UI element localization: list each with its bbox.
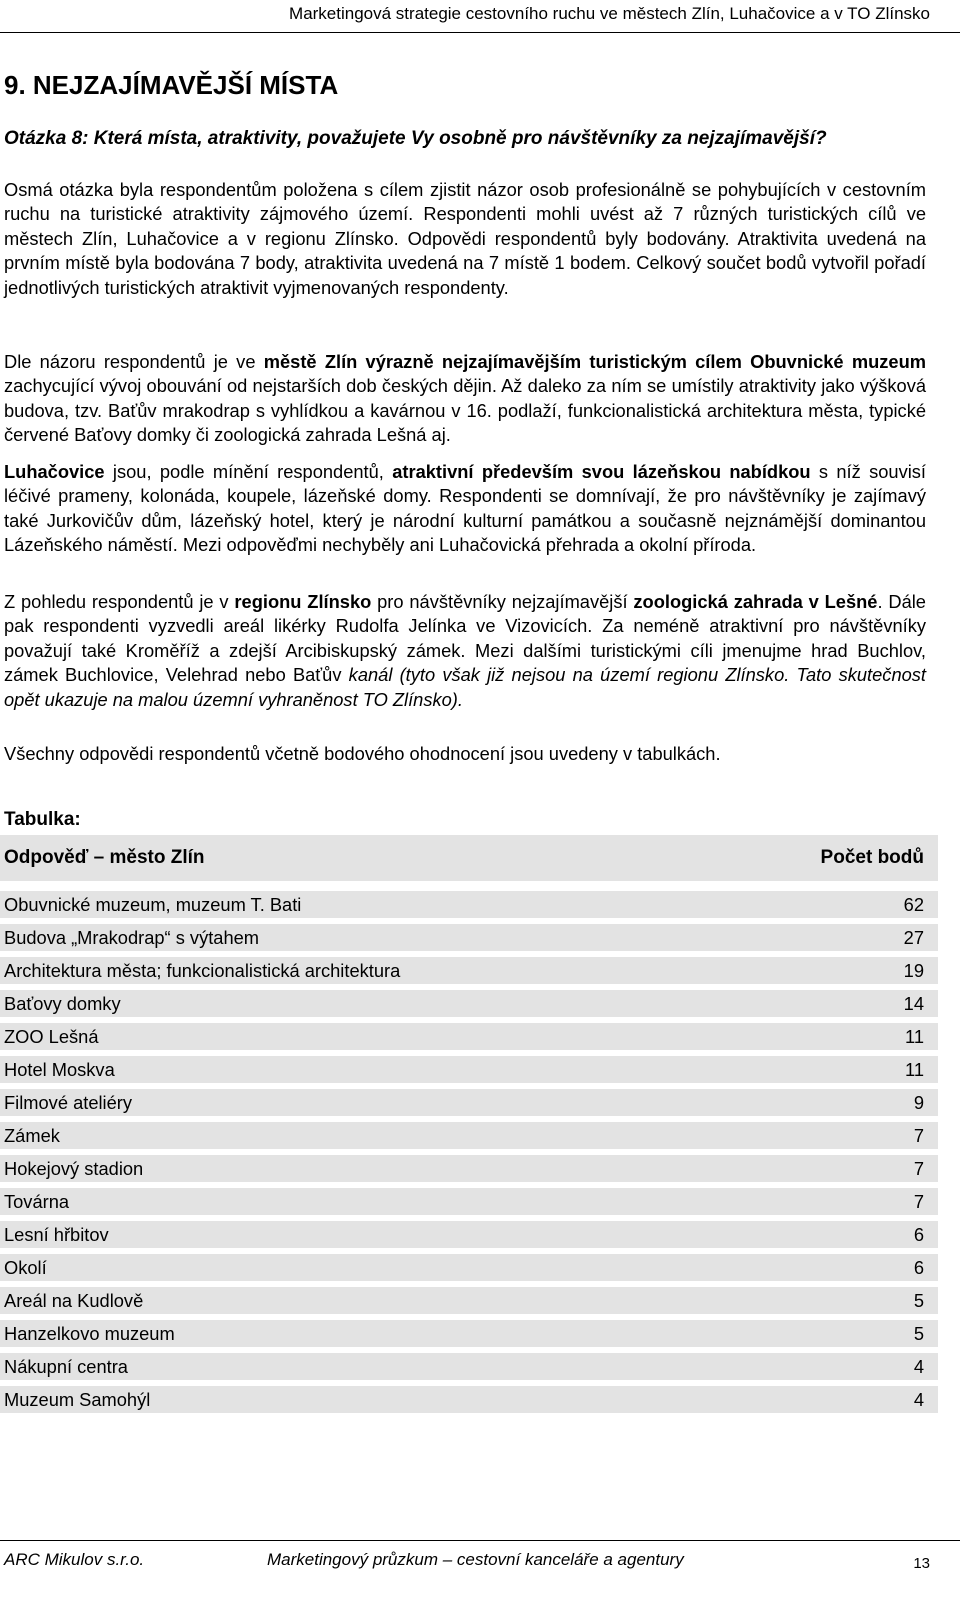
answer-cell: ZOO Lešná xyxy=(0,1020,721,1053)
points-cell: 4 xyxy=(721,1383,938,1416)
table-row xyxy=(0,886,938,921)
answer-cell: Zámek xyxy=(0,1119,721,1152)
paragraph-zlin-text-2: zachycující vývoj obouvání od nejstarších dob českých dějin. Až daleko za ním se umístily atraktivity jako výšková budova, tzv. Baťův mrakodrap s vyhlídkou a kavárnou v 16. podlaží, funkcionalistická architektura města, typické červené Baťovy domky či zoologická zahrada Lešná aj. xyxy=(4,375,926,446)
footer-divider xyxy=(0,1540,960,1541)
table-row xyxy=(0,1251,938,1284)
table-row xyxy=(0,1152,938,1185)
answers-table xyxy=(0,835,938,1419)
paragraph-zlin-text-1: Dle názoru respondentů je ve xyxy=(4,351,264,372)
points-cell: 5 xyxy=(721,1284,938,1317)
answer-cell: Továrna xyxy=(0,1185,721,1218)
paragraph-luhacovice-highlight: atraktivní především svou lázeňskou nabídkou xyxy=(392,461,811,482)
section-heading: 9. NEJZAJÍMAVĚJŠÍ MÍSTA xyxy=(4,70,339,100)
table-row xyxy=(0,1218,938,1251)
points-cell: 5 xyxy=(721,1317,938,1350)
answer-cell: Architektura města; funkcionalistická architektura xyxy=(0,954,721,987)
paragraph-region-highlight: zoologická zahrada v Lešné xyxy=(633,591,878,612)
paragraph-region-text-1: Z pohledu respondentů je v xyxy=(4,591,235,612)
header-divider xyxy=(0,32,960,33)
answer-cell: Budova „Mrakodrap“ s výtahem xyxy=(0,921,721,954)
answer-cell: Hotel Moskva xyxy=(0,1053,721,1086)
paragraph-zlin xyxy=(4,350,926,448)
table-header-row xyxy=(0,835,938,886)
points-cell: 62 xyxy=(721,886,938,921)
column-header-points: Počet bodů xyxy=(721,835,938,886)
table-row xyxy=(0,1020,938,1053)
footer-company: ARC Mikulov s.r.o. xyxy=(4,1550,145,1569)
answer-cell: Obuvnické muzeum, muzeum T. Bati xyxy=(0,886,721,921)
points-cell: 7 xyxy=(721,1119,938,1152)
footer-document-title: Marketingový průzkum – cestovní kanceláře a agentury xyxy=(267,1550,684,1569)
points-cell: 14 xyxy=(721,987,938,1020)
points-cell: 27 xyxy=(721,921,938,954)
table-row xyxy=(0,1086,938,1119)
page-number: 13 xyxy=(913,1555,930,1572)
paragraph-zlin-highlight: městě Zlín výrazně nejzajímavějším turistickým cílem Obuvnické muzeum xyxy=(263,351,926,372)
paragraph-region-text-2: pro návštěvníky nejzajímavější xyxy=(371,591,634,612)
survey-question: Otázka 8: Která místa, atraktivity, považujete Vy osobně pro návštěvníky za nejzajímavější? xyxy=(4,128,827,149)
table-row xyxy=(0,1350,938,1383)
points-cell: 7 xyxy=(721,1185,938,1218)
points-cell: 7 xyxy=(721,1152,938,1185)
answer-cell: Baťovy domky xyxy=(0,987,721,1020)
table-label: Tabulka: xyxy=(4,809,81,830)
paragraph-region-name: regionu Zlínsko xyxy=(234,591,372,612)
paragraph-intro: Osmá otázka byla respondentům položena s cílem zjistit názor osob profesionálně se pohybujících v cestovním ruchu na turistické atraktivity zájmového území. Respondenti mohli uvést až 7 různých turistických cílů ve městech Zlín, Luhačovice a v regionu Zlínsko. Odpovědi respondentů byly bodovány. Atraktivita uvedená na prvním místě byla bodována 7 body, atraktivita uvedená na 7 místě 1 bodem. Celkový součet bodů vytvořil pořadí jednotlivých turistických atraktivit vyjmenovaných respondenty. xyxy=(4,179,926,298)
table-row xyxy=(0,1317,938,1350)
answer-cell: Lesní hřbitov xyxy=(0,1218,721,1251)
points-cell: 11 xyxy=(721,1053,938,1086)
column-header-answer: Odpověď – město Zlín xyxy=(0,835,721,886)
table-row xyxy=(0,1119,938,1152)
points-cell: 11 xyxy=(721,1020,938,1053)
answer-cell: Muzeum Samohýl xyxy=(0,1383,721,1416)
answer-cell: Areál na Kudlově xyxy=(0,1284,721,1317)
paragraph-region xyxy=(4,590,926,712)
answer-cell: Nákupní centra xyxy=(0,1350,721,1383)
paragraph-luhacovice-city: Luhačovice xyxy=(4,461,105,482)
table-row xyxy=(0,987,938,1020)
points-cell: 6 xyxy=(721,1218,938,1251)
points-cell: 4 xyxy=(721,1350,938,1383)
table-row xyxy=(0,1284,938,1317)
table-row xyxy=(0,1185,938,1218)
answer-cell: Hanzelkovo muzeum xyxy=(0,1317,721,1350)
paragraph-luhacovice-text-1: jsou, podle mínění respondentů, xyxy=(104,461,393,482)
paragraph-luhacovice-text-2: s níž souvisí léčivé prameny, kolonáda, koupele, lázeňské domy. Respondenti se domnívají, že pro návštěvníky je zajímavý také Jurkovičův dům, lázeňský hotel, který je národní kulturní památkou a současně nejznámější dominantou Lázeňského náměstí. Mezi odpověďmi nechyběly ani Luhačovická přehrada a okolní příroda. xyxy=(4,461,927,556)
paragraph-region-note: kanál (tyto však již nejsou na území regionu Zlínsko. Tato skutečnost opět ukazuje na malou územní vyhraněnost TO Zlínsko). xyxy=(4,664,926,710)
paragraph-region-text-3: . Dále pak respondenti vyzvedli areál likérky Rudolfa Jelínka ve Vizovicích. Za neméně atraktivní pro návštěvníky považují také Kroměříž a zdejší Arcibiskupský zámek. Mezi dalšími turistickými cíli jmenujme hrad Buchlov, zámek Buchlovice, Velehrad nebo Baťův xyxy=(4,591,926,686)
answer-cell: Filmové ateliéry xyxy=(0,1086,721,1119)
points-cell: 19 xyxy=(721,954,938,987)
table-row xyxy=(0,921,938,954)
table-row xyxy=(0,954,938,987)
answer-cell: Hokejový stadion xyxy=(0,1152,721,1185)
paragraph-luhacovice xyxy=(4,460,926,558)
points-cell: 9 xyxy=(721,1086,938,1119)
points-cell: 6 xyxy=(721,1251,938,1284)
answer-cell: Okolí xyxy=(0,1251,721,1284)
table-row xyxy=(0,1053,938,1086)
table-row xyxy=(0,1383,938,1416)
paragraph-summary: Všechny odpovědi respondentů včetně bodového ohodnocení jsou uvedeny v tabulkách. xyxy=(4,743,721,764)
running-header: Marketingová strategie cestovního ruchu ve městech Zlín, Luhačovice a v TO Zlínsko xyxy=(289,4,930,23)
